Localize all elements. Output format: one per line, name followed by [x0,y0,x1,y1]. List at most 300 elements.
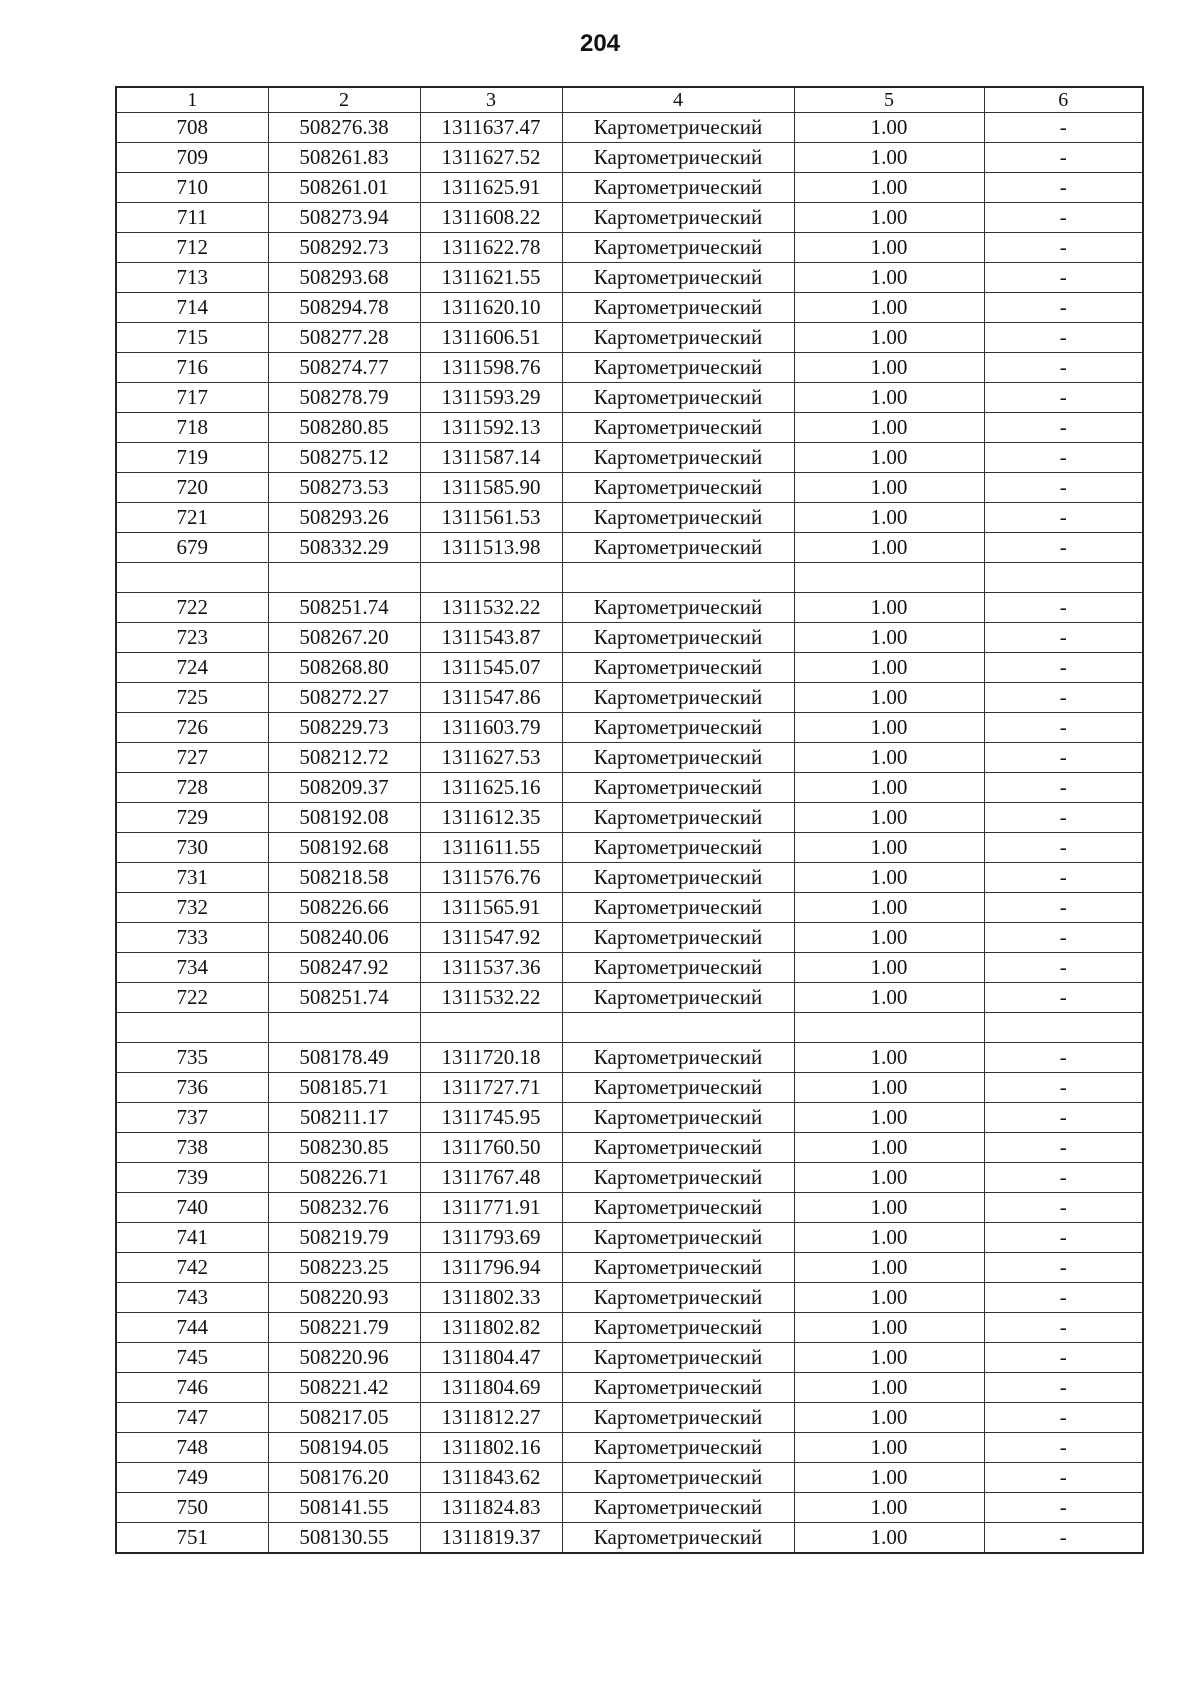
column-header: 1 [116,87,268,113]
table-row [116,983,1143,1013]
accuracy-cell: 1.00 [794,143,984,173]
y-coordinate-cell: 1311620.10 [420,293,562,323]
accuracy-cell: 1.00 [794,1193,984,1223]
point-number-cell: 708 [116,113,268,143]
y-coordinate-cell: 1311625.91 [420,173,562,203]
y-coordinate-cell: 1311587.14 [420,443,562,473]
method-cell: Картометрический [562,383,794,413]
accuracy-cell: 1.00 [794,1103,984,1133]
point-number-cell: 710 [116,173,268,203]
accuracy-cell: 1.00 [794,293,984,323]
table-row [116,203,1143,233]
x-coordinate-cell: 508272.27 [268,683,420,713]
description-cell: - [984,473,1143,503]
table-row [116,773,1143,803]
x-coordinate-cell: 508221.42 [268,1373,420,1403]
accuracy-cell: 1.00 [794,1283,984,1313]
point-number-cell: 748 [116,1433,268,1463]
y-coordinate-cell: 1311625.16 [420,773,562,803]
method-cell: Картометрический [562,893,794,923]
method-cell: Картометрический [562,1403,794,1433]
method-cell: Картометрический [562,1523,794,1554]
table-row [116,1373,1143,1403]
method-cell: Картометрический [562,1283,794,1313]
x-coordinate-cell: 508141.55 [268,1493,420,1523]
x-coordinate-cell: 508209.37 [268,773,420,803]
description-cell: - [984,593,1143,623]
point-number-cell: 736 [116,1073,268,1103]
table-row [116,233,1143,263]
description-cell: - [984,383,1143,413]
point-number-cell: 740 [116,1193,268,1223]
table-row [116,443,1143,473]
method-cell: Картометрический [562,923,794,953]
y-coordinate-cell: 1311612.35 [420,803,562,833]
y-coordinate-cell: 1311637.47 [420,113,562,143]
method-cell: Картометрический [562,1223,794,1253]
point-number-cell: 711 [116,203,268,233]
description-cell: - [984,143,1143,173]
y-coordinate-cell: 1311622.78 [420,233,562,263]
x-coordinate-cell: 508268.80 [268,653,420,683]
table-row [116,923,1143,953]
x-coordinate-cell: 508130.55 [268,1523,420,1554]
table-row [116,113,1143,143]
description-cell [984,1013,1143,1043]
y-coordinate-cell: 1311561.53 [420,503,562,533]
coordinates-table [115,86,1144,1554]
table-row [116,1103,1143,1133]
x-coordinate-cell: 508251.74 [268,983,420,1013]
table-row [116,323,1143,353]
table-row [116,1253,1143,1283]
description-cell: - [984,623,1143,653]
x-coordinate-cell: 508219.79 [268,1223,420,1253]
point-number-cell: 722 [116,983,268,1013]
method-cell: Картометрический [562,1373,794,1403]
x-coordinate-cell: 508218.58 [268,863,420,893]
point-number-cell: 737 [116,1103,268,1133]
y-coordinate-cell: 1311627.53 [420,743,562,773]
description-cell: - [984,443,1143,473]
description-cell: - [984,1223,1143,1253]
y-coordinate-cell: 1311543.87 [420,623,562,653]
table-row [116,1433,1143,1463]
x-coordinate-cell: 508212.72 [268,743,420,773]
point-number-cell: 751 [116,1523,268,1554]
y-coordinate-cell: 1311545.07 [420,653,562,683]
accuracy-cell: 1.00 [794,1313,984,1343]
accuracy-cell: 1.00 [794,1433,984,1463]
table-row [116,263,1143,293]
x-coordinate-cell: 508293.26 [268,503,420,533]
point-number-cell: 728 [116,773,268,803]
method-cell: Картометрический [562,863,794,893]
description-cell: - [984,323,1143,353]
method-cell: Картометрический [562,113,794,143]
point-number-cell: 713 [116,263,268,293]
accuracy-cell: 1.00 [794,1493,984,1523]
description-cell: - [984,983,1143,1013]
accuracy-cell: 1.00 [794,503,984,533]
description-cell: - [984,1343,1143,1373]
y-coordinate-cell: 1311767.48 [420,1163,562,1193]
description-cell: - [984,293,1143,323]
accuracy-cell: 1.00 [794,1343,984,1373]
table-row [116,473,1143,503]
method-cell: Картометрический [562,683,794,713]
description-cell: - [984,1133,1143,1163]
method-cell: Картометрический [562,1073,794,1103]
x-coordinate-cell: 508274.77 [268,353,420,383]
point-number-cell: 742 [116,1253,268,1283]
description-cell: - [984,893,1143,923]
method-cell: Картометрический [562,323,794,353]
method-cell: Картометрический [562,1463,794,1493]
accuracy-cell: 1.00 [794,1223,984,1253]
x-coordinate-cell: 508251.74 [268,593,420,623]
x-coordinate-cell: 508229.73 [268,713,420,743]
table-row [116,1523,1143,1554]
x-coordinate-cell: 508273.94 [268,203,420,233]
description-cell: - [984,1073,1143,1103]
table-row [116,293,1143,323]
table-row [116,953,1143,983]
method-cell: Картометрический [562,743,794,773]
description-cell: - [984,713,1143,743]
table-row [116,1463,1143,1493]
accuracy-cell: 1.00 [794,233,984,263]
description-cell: - [984,503,1143,533]
accuracy-cell: 1.00 [794,893,984,923]
y-coordinate-cell: 1311804.69 [420,1373,562,1403]
x-coordinate-cell: 508232.76 [268,1193,420,1223]
table-row [116,653,1143,683]
accuracy-cell: 1.00 [794,113,984,143]
column-header: 3 [420,87,562,113]
description-cell: - [984,1253,1143,1283]
method-cell: Картометрический [562,413,794,443]
point-number-cell: 716 [116,353,268,383]
point-number-cell: 718 [116,413,268,443]
accuracy-cell: 1.00 [794,203,984,233]
table-row [116,1193,1143,1223]
accuracy-cell: 1.00 [794,803,984,833]
table-row [116,1493,1143,1523]
table-row [116,1133,1143,1163]
x-coordinate-cell: 508240.06 [268,923,420,953]
point-number-cell: 747 [116,1403,268,1433]
method-cell: Картометрический [562,443,794,473]
column-header: 2 [268,87,420,113]
x-coordinate-cell: 508261.01 [268,173,420,203]
column-header: 5 [794,87,984,113]
y-coordinate-cell: 1311771.91 [420,1193,562,1223]
y-coordinate-cell: 1311598.76 [420,353,562,383]
y-coordinate-cell [420,563,562,593]
x-coordinate-cell: 508277.28 [268,323,420,353]
point-number-cell: 725 [116,683,268,713]
table-row [116,503,1143,533]
accuracy-cell: 1.00 [794,1133,984,1163]
table-row [116,353,1143,383]
point-number-cell: 735 [116,1043,268,1073]
point-number-cell: 738 [116,1133,268,1163]
accuracy-cell: 1.00 [794,1253,984,1283]
method-cell [562,563,794,593]
description-cell: - [984,1463,1143,1493]
accuracy-cell: 1.00 [794,1073,984,1103]
description-cell: - [984,653,1143,683]
table-row [116,1013,1143,1043]
column-header: 6 [984,87,1143,113]
point-number-cell: 734 [116,953,268,983]
y-coordinate-cell: 1311793.69 [420,1223,562,1253]
table-row [116,1163,1143,1193]
table-row [116,683,1143,713]
description-cell: - [984,1103,1143,1133]
accuracy-cell: 1.00 [794,713,984,743]
method-cell: Картометрический [562,1433,794,1463]
table-row [116,893,1143,923]
x-coordinate-cell: 508178.49 [268,1043,420,1073]
accuracy-cell: 1.00 [794,383,984,413]
table-row [116,1223,1143,1253]
x-coordinate-cell [268,563,420,593]
method-cell: Картометрический [562,803,794,833]
x-coordinate-cell: 508292.73 [268,233,420,263]
table-header-row [116,87,1143,113]
x-coordinate-cell: 508211.17 [268,1103,420,1133]
x-coordinate-cell: 508261.83 [268,143,420,173]
method-cell: Картометрический [562,533,794,563]
description-cell: - [984,1403,1143,1433]
accuracy-cell: 1.00 [794,413,984,443]
method-cell: Картометрический [562,203,794,233]
description-cell: - [984,1193,1143,1223]
table-row [116,143,1143,173]
point-number-cell: 743 [116,1283,268,1313]
description-cell: - [984,263,1143,293]
x-coordinate-cell: 508226.71 [268,1163,420,1193]
accuracy-cell: 1.00 [794,863,984,893]
method-cell: Картометрический [562,293,794,323]
description-cell: - [984,803,1143,833]
y-coordinate-cell: 1311611.55 [420,833,562,863]
y-coordinate-cell: 1311593.29 [420,383,562,413]
table-row [116,833,1143,863]
method-cell: Картометрический [562,1343,794,1373]
y-coordinate-cell: 1311603.79 [420,713,562,743]
y-coordinate-cell: 1311547.92 [420,923,562,953]
accuracy-cell: 1.00 [794,443,984,473]
y-coordinate-cell: 1311537.36 [420,953,562,983]
point-number-cell: 709 [116,143,268,173]
accuracy-cell [794,563,984,593]
method-cell: Картометрический [562,713,794,743]
method-cell: Картометрический [562,503,794,533]
x-coordinate-cell: 508223.25 [268,1253,420,1283]
accuracy-cell: 1.00 [794,653,984,683]
accuracy-cell [794,1013,984,1043]
method-cell: Картометрический [562,173,794,203]
description-cell: - [984,113,1143,143]
x-coordinate-cell: 508267.20 [268,623,420,653]
method-cell: Картометрический [562,1133,794,1163]
method-cell: Картометрический [562,233,794,263]
x-coordinate-cell: 508220.93 [268,1283,420,1313]
accuracy-cell: 1.00 [794,1463,984,1493]
accuracy-cell: 1.00 [794,1373,984,1403]
x-coordinate-cell: 508273.53 [268,473,420,503]
x-coordinate-cell: 508192.08 [268,803,420,833]
method-cell: Картометрический [562,1163,794,1193]
description-cell: - [984,1163,1143,1193]
y-coordinate-cell: 1311745.95 [420,1103,562,1133]
accuracy-cell: 1.00 [794,1043,984,1073]
point-number-cell: 730 [116,833,268,863]
description-cell: - [984,1043,1143,1073]
accuracy-cell: 1.00 [794,1403,984,1433]
x-coordinate-cell: 508176.20 [268,1463,420,1493]
point-number-cell [116,563,268,593]
y-coordinate-cell: 1311565.91 [420,893,562,923]
table-row [116,1043,1143,1073]
accuracy-cell: 1.00 [794,773,984,803]
x-coordinate-cell: 508217.05 [268,1403,420,1433]
method-cell: Картометрический [562,1253,794,1283]
y-coordinate-cell: 1311727.71 [420,1073,562,1103]
y-coordinate-cell: 1311812.27 [420,1403,562,1433]
point-number-cell: 744 [116,1313,268,1343]
table-row [116,1073,1143,1103]
accuracy-cell: 1.00 [794,923,984,953]
y-coordinate-cell: 1311608.22 [420,203,562,233]
table-row [116,533,1143,563]
method-cell [562,1013,794,1043]
x-coordinate-cell [268,1013,420,1043]
point-number-cell: 746 [116,1373,268,1403]
table-row [116,413,1143,443]
method-cell: Картометрический [562,353,794,383]
point-number-cell: 732 [116,893,268,923]
column-header: 4 [562,87,794,113]
accuracy-cell: 1.00 [794,263,984,293]
description-cell: - [984,353,1143,383]
table-row [116,1283,1143,1313]
point-number-cell: 731 [116,863,268,893]
table-row [116,1313,1143,1343]
method-cell: Картометрический [562,1103,794,1133]
point-number-cell: 745 [116,1343,268,1373]
point-number-cell: 739 [116,1163,268,1193]
table-row [116,713,1143,743]
x-coordinate-cell: 508275.12 [268,443,420,473]
x-coordinate-cell: 508278.79 [268,383,420,413]
description-cell: - [984,923,1143,953]
x-coordinate-cell: 508293.68 [268,263,420,293]
x-coordinate-cell: 508192.68 [268,833,420,863]
method-cell: Картометрический [562,773,794,803]
y-coordinate-cell: 1311606.51 [420,323,562,353]
method-cell: Картометрический [562,1193,794,1223]
method-cell: Картометрический [562,1313,794,1343]
description-cell: - [984,1433,1143,1463]
description-cell: - [984,1283,1143,1313]
table-body [116,113,1143,1554]
description-cell: - [984,173,1143,203]
description-cell: - [984,863,1143,893]
description-cell: - [984,533,1143,563]
y-coordinate-cell: 1311627.52 [420,143,562,173]
point-number-cell: 715 [116,323,268,353]
table-row [116,623,1143,653]
x-coordinate-cell: 508220.96 [268,1343,420,1373]
table-row [116,173,1143,203]
description-cell: - [984,773,1143,803]
point-number-cell: 741 [116,1223,268,1253]
table-row [116,743,1143,773]
method-cell: Картометрический [562,833,794,863]
accuracy-cell: 1.00 [794,833,984,863]
point-number-cell: 717 [116,383,268,413]
y-coordinate-cell: 1311796.94 [420,1253,562,1283]
table-row [116,593,1143,623]
y-coordinate-cell: 1311760.50 [420,1133,562,1163]
y-coordinate-cell: 1311547.86 [420,683,562,713]
table-row [116,803,1143,833]
point-number-cell: 727 [116,743,268,773]
y-coordinate-cell [420,1013,562,1043]
point-number-cell: 720 [116,473,268,503]
point-number-cell: 721 [116,503,268,533]
method-cell: Картометрический [562,143,794,173]
point-number-cell: 749 [116,1463,268,1493]
x-coordinate-cell: 508230.85 [268,1133,420,1163]
method-cell: Картометрический [562,653,794,683]
table-row [116,863,1143,893]
description-cell: - [984,1523,1143,1554]
point-number-cell: 679 [116,533,268,563]
description-cell: - [984,683,1143,713]
method-cell: Картометрический [562,983,794,1013]
point-number-cell: 712 [116,233,268,263]
point-number-cell: 719 [116,443,268,473]
y-coordinate-cell: 1311532.22 [420,983,562,1013]
x-coordinate-cell: 508294.78 [268,293,420,323]
method-cell: Картометрический [562,473,794,503]
description-cell: - [984,1493,1143,1523]
accuracy-cell: 1.00 [794,953,984,983]
point-number-cell: 729 [116,803,268,833]
point-number-cell: 714 [116,293,268,323]
point-number-cell: 726 [116,713,268,743]
point-number-cell: 724 [116,653,268,683]
accuracy-cell: 1.00 [794,353,984,383]
x-coordinate-cell: 508226.66 [268,893,420,923]
y-coordinate-cell: 1311819.37 [420,1523,562,1554]
method-cell: Картометрический [562,263,794,293]
y-coordinate-cell: 1311824.83 [420,1493,562,1523]
x-coordinate-cell: 508194.05 [268,1433,420,1463]
x-coordinate-cell: 508276.38 [268,113,420,143]
description-cell [984,563,1143,593]
accuracy-cell: 1.00 [794,473,984,503]
description-cell: - [984,1313,1143,1343]
point-number-cell: 723 [116,623,268,653]
table-row [116,1343,1143,1373]
y-coordinate-cell: 1311592.13 [420,413,562,443]
